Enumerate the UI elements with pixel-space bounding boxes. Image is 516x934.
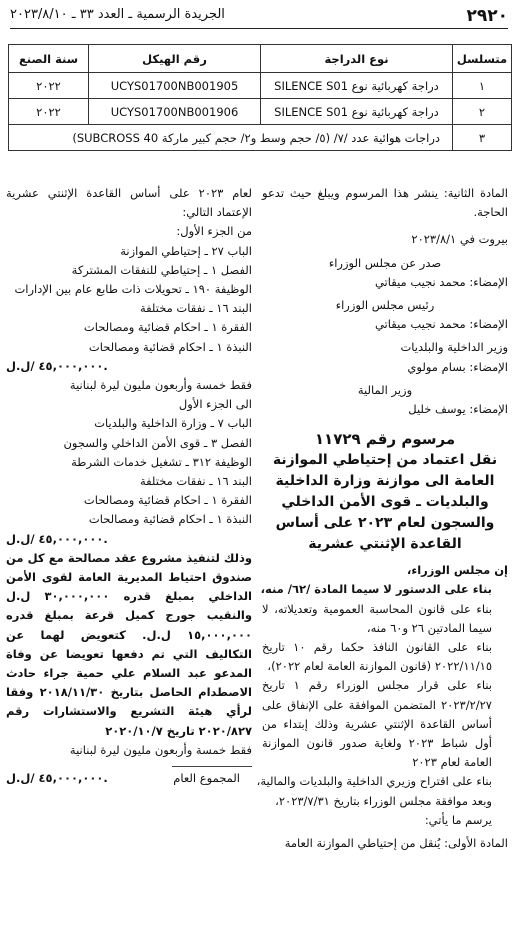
place-date: بيروت في ٢٠٢٣/٨/١: [411, 232, 508, 247]
col-serial: متسلسل: [453, 45, 512, 73]
recital: يرسم ما يأتي:: [424, 812, 492, 827]
table-header-row: [9, 45, 512, 73]
page-header: [10, 6, 508, 29]
right-column: [256, 184, 508, 853]
budget-line: النبذة ١ ـ احكام قضائية ومصالحات: [88, 339, 252, 354]
divider: [172, 766, 252, 767]
budget-line: الفقرة ١ ـ احكام قضائية ومصالحات: [83, 493, 252, 508]
signer-title: وزير الداخلية والبلديات: [400, 340, 508, 355]
total-amount: ٤٥,٠٠٠,٠٠٠ /ل.ل.: [6, 771, 108, 786]
total-label: المجموع العام: [173, 771, 240, 786]
budget-line: الباب ٢٧ ـ إحتياطي الموازنة: [120, 243, 252, 258]
bicycles-table: [8, 44, 512, 151]
gazette-title: الجريدة الرسمية ـ العدد ٣٣ ـ ٢٠٢٣/٨/١٠: [10, 7, 225, 22]
cell-merged-description: دراجات هوائية عدد /٧/ (٥/ حجم وسط و٢/ حجم كبير ماركة SUBCROSS 40): [9, 125, 453, 151]
amount-words: فقط خمسة وأربعون مليون ليرة لبنانية: [69, 378, 252, 393]
issued-by: صدر عن مجلس الوزراء: [328, 255, 442, 270]
recital: بناء على القانون النافذ حكما رقم ١٠ تاريخ ٢٠٢٢/١١/١٥ (قانون الموازنة العامة لعام ٢٠٢٢)،: [262, 640, 492, 674]
budget-line: الفقرة ١ ـ احكام قضائية ومصالحات: [83, 320, 252, 335]
budget-line: الفصل ٣ ـ قوى الأمن الداخلي والسجون: [63, 435, 252, 450]
total-row: [6, 769, 252, 788]
budget-line: البند ١٦ ـ نفقات مختلفة: [139, 301, 252, 316]
article-one: المادة الأولى: يُنقل من إحتياطي الموازنة العامة: [284, 836, 508, 851]
article-two: المادة الثانية: ينشر هذا المرسوم ويبلغ حيث تدعو الحاجة.: [262, 186, 508, 220]
budget-line: الوظيفة ١٩٠ ـ تحويلات ذات طابع عام بين الإدارات: [14, 282, 252, 297]
cell-type: دراجة كهربائية نوع SILENCE S01: [261, 73, 453, 99]
signature: الإمضاء: محمد نجيب ميقاتي: [374, 274, 508, 289]
left-column: [6, 184, 252, 788]
signer-title: رئيس مجلس الوزراء: [335, 298, 435, 313]
cell-type: دراجة كهربائية نوع SILENCE S01: [261, 99, 453, 125]
amount-words: فقط خمسة وأربعون مليون ليرة لبنانية: [69, 742, 252, 757]
amount: ٤٥,٠٠٠,٠٠٠ /ل.ل.: [6, 358, 108, 373]
article-continuation: لعام ٢٠٢٣ على أساس القاعدة الإثنتي عشرية الإعتماد التالي:: [6, 186, 252, 220]
page-number: ٢٩٢٠: [466, 6, 508, 26]
cell-chassis: UCYS01700NB001905: [89, 73, 261, 99]
budget-line: الوظيفة ٣١٢ ـ تشغيل خدمات الشرطة: [71, 454, 252, 469]
budget-line: البند ١٦ ـ نفقات مختلفة: [139, 474, 252, 489]
purpose-paragraph: وذلك لتنفيذ مشروع عقد مصالحة مع كل من صندوق احتياط المديرية العامة لقوى الأمن الداخلي بمبلغ قدره ٣٠,٠٠٠,٠٠٠ ل.ل والنقيب جورج كميل قرعة بمبلغ قدره ١٥,٠٠٠,٠٠٠ ل.ل. كتعويض لهما عن التكاليف التي تم دفعها تعويضا عن وفاة المدعو عبد السلام علي حمية جراء حادث الاصطدام الحاصل بتاريخ ٢٠١٨/١١/٣٠ وفقا لرأي هيئة التشريع والاستشارات رقم ٢٠٢٠/٨٢٧ تاريخ ٢٠٢٠/١٠/٧: [6, 550, 252, 738]
cell-year: ٢٠٢٢: [9, 73, 89, 99]
col-year: سنة الصنع: [9, 45, 89, 73]
from-part: من الجزء الأول:: [176, 224, 252, 239]
amount: ٤٥,٠٠٠,٠٠٠ /ل.ل.: [6, 531, 108, 546]
decree-title: نقل اعتماد من إحتياطي الموازنة العامة الى موازنة وزارة الداخلية والبلديات ـ قوى الأمن الداخلي والسجون لعام ٢٠٢٣ على أساس القاعدة الإثنتي عشرية: [272, 452, 498, 553]
cell-chassis: UCYS01700NB001906: [89, 99, 261, 125]
cell-year: ٢٠٢٢: [9, 99, 89, 125]
recital: بناء على الدستور لا سيما المادة /٦٢/ منه،: [260, 582, 492, 597]
decree-number: مرسوم رقم ١١٧٢٩: [314, 430, 456, 449]
col-type: نوع الدراجة: [261, 45, 453, 73]
signature: الإمضاء: يوسف خليل: [408, 402, 508, 417]
recital: بناء على اقتراح وزيري الداخلية والبلديات والمالية،: [256, 774, 492, 789]
col-chassis: رقم الهيكل: [89, 45, 261, 73]
cell-serial: ٢: [453, 99, 512, 125]
table-row: [9, 73, 512, 99]
signature: الإمضاء: محمد نجيب ميقاتي: [374, 317, 508, 332]
budget-line: النبذة ١ ـ احكام قضائية ومصالحات: [88, 512, 252, 527]
signer-title: وزير المالية: [357, 382, 413, 397]
recital: وبعد موافقة مجلس الوزراء بتاريخ ٢٠٢٣/٧/٣١،: [275, 793, 492, 808]
cell-serial: ٣: [453, 125, 512, 151]
recital: بناء على قرار مجلس الوزراء رقم ١ تاريخ ٢٠٢٣/٢/٢٧ المتضمن الموافقة على الإنفاق على أساس القاعدة الإثنتي عشرية وذلك إبتداء من أول شباط ٢٠٢٣ ولغاية صدور قانون الموازنة العامة لعام ٢٠٢٣: [262, 678, 492, 770]
table-row: [9, 125, 512, 151]
budget-line: الباب ٧ ـ وزارة الداخلية والبلديات: [94, 416, 252, 431]
council-line: إن مجلس الوزراء،: [406, 563, 508, 578]
to-part: الى الجزء الأول: [178, 397, 252, 412]
table-row: [9, 99, 512, 125]
budget-line: الفصل ١ ـ إحتياطي للنفقات المشتركة: [71, 262, 252, 277]
recital: بناء على قانون المحاسبة العمومية وتعديلاته، لا سيما المادتين ٢٦ و٦٠ منه،: [262, 601, 492, 635]
signature: الإمضاء: بسام مولوي: [407, 359, 508, 374]
cell-serial: ١: [453, 73, 512, 99]
